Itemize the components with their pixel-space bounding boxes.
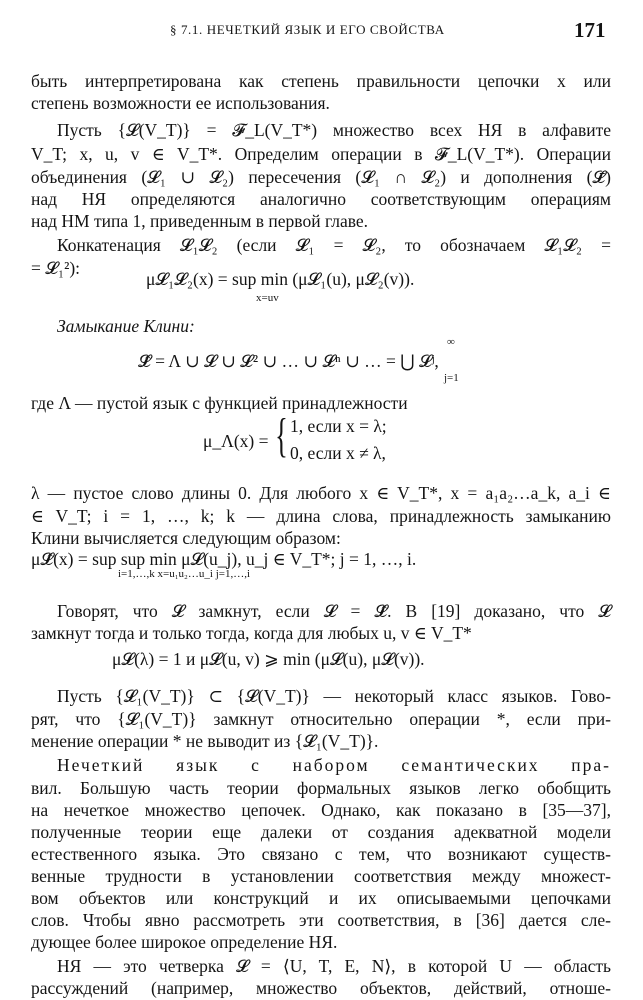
text-line: слов. Чтобы явно рассмотреть эти соответствия, в [36] дается сле- (31, 910, 611, 930)
formula-kleene-lower-limit: j=1 (444, 372, 459, 384)
cases-brace: { (275, 409, 288, 462)
text-line: Конкатенация 𝓛₁𝓛₂ (если 𝓛₁ = 𝓛₂, то обозначаем 𝓛₁𝓛₂ = (57, 235, 611, 255)
formula-closed-condition: μ𝓛(λ) = 1 и μ𝓛(u, v) ⩾ min (μ𝓛(u), μ𝓛(v)). (112, 649, 425, 669)
text-line: Клини вычисляется следующим образом: (31, 528, 341, 548)
text-line: V_T; x, u, v ∈ V_T*. Определим операции в 𝓕_L(V_T*). Операции (31, 144, 611, 164)
text-line: НЯ — это четверка 𝓛 = ⟨U, T, E, N⟩, в которой U — область (57, 956, 611, 976)
formula-concatenation: μ𝓛₁𝓛₂(x) = sup min (μ𝓛₁(u), μ𝓛₂(v)). (146, 269, 415, 289)
case-line: 1, если x = λ; (290, 416, 387, 436)
text-line: над НМ типа 1, приведенным в первой главе. (31, 211, 369, 231)
text-line: λ — пустое слово длины 0. Для любого x ∈ V_T*, x = a₁a₂…a_k, a_i ∈ (31, 483, 611, 503)
text-line: дующее более широкое определение НЯ. (31, 932, 338, 952)
text-line: быть интерпретирована как степень правильности цепочки x или (31, 71, 611, 91)
text-line: венные трудности в установлении соответствия между множест- (31, 866, 611, 886)
running-head: § 7.1. НЕЧЕТКИЙ ЯЗЫК И ЕГО СВОЙСТВА (170, 22, 445, 37)
formula-kleene-upper-limit: ∞ (447, 336, 455, 348)
kleene-heading: Замыкание Клини: (57, 316, 195, 336)
case-line: 0, если x ≠ λ, (290, 443, 386, 463)
text-line: = 𝓛₁²): (31, 258, 81, 278)
formula-lambda-function: μ_Λ(x) = (203, 431, 269, 451)
formula-kleene: 𝓛̂ = Λ ∪ 𝓛 ∪ 𝓛² ∪ … ∪ 𝓛ⁿ ∪ … = ⋃ 𝓛ʲ, (138, 351, 439, 371)
text-line: менение операции * не выводит из {𝓛₁(V_T)}. (31, 731, 379, 751)
text-line: вил. Большую часть теории формальных языков легко обобщить (31, 778, 611, 798)
formula-closure-membership: μ𝓛̂(x) = sup sup min μ𝓛(u_j), u_j ∈ V_T*; j = 1, …, i. (31, 549, 417, 569)
text-line: Пусть {𝓛(V_T)} = 𝓕_L(V_T*) множество всех НЯ в алфавите (57, 120, 611, 140)
text-line: ∈ V_T; i = 1, …, k; k — длина слова, принадлежность замыканию (31, 506, 611, 526)
text-line: замкнут тогда и только тогда, когда для любых u, v ∈ V_T* (31, 623, 472, 643)
text-line: вом объектов или конструкций и их описываемыми цепочками (31, 888, 611, 908)
text-line: рят, что {𝓛₁(V_T)} замкнут относительно операции *, если при- (31, 709, 611, 729)
text-line: полученные теории еще далеки от создания адекватной модели (31, 822, 611, 842)
section-run-in-heading: Нечеткий язык с набором семантических пра- (57, 755, 611, 775)
text-line: над НЯ определяются аналогично соответствующим операциям (31, 189, 611, 209)
formula-concatenation-subscript: x=uv (256, 292, 279, 304)
text-line: где Λ — пустой язык с функцией принадлежности (31, 393, 408, 413)
text-line: Пусть {𝓛₁(V_T)} ⊂ {𝓛(V_T)} — некоторый класс языков. Гово- (57, 686, 611, 706)
text-line: на нечеткое множество цепочек. Однако, как показано в [35—37], (31, 800, 611, 820)
text-line: естественного языка. Это связано с тем, что возникают существ- (31, 844, 611, 864)
formula-closure-subscripts: i=1,…,k x=u₁u₂…u_i j=1,…,i (118, 568, 251, 580)
page-number: 171 (574, 18, 606, 42)
text-line: рассуждений (например, множество объектов, действий, отноше- (31, 978, 611, 998)
text-line: Говорят, что 𝓛 замкнут, если 𝓛 = 𝓛̂. В [19] доказано, что 𝓛 (57, 601, 611, 621)
text-line: объединения (𝓛₁ ∪ 𝓛₂) пересечения (𝓛₁ ∩ 𝓛₂) и дополнения (𝓛̄) (31, 167, 611, 187)
text-line: степень возможности ее использования. (31, 93, 330, 113)
